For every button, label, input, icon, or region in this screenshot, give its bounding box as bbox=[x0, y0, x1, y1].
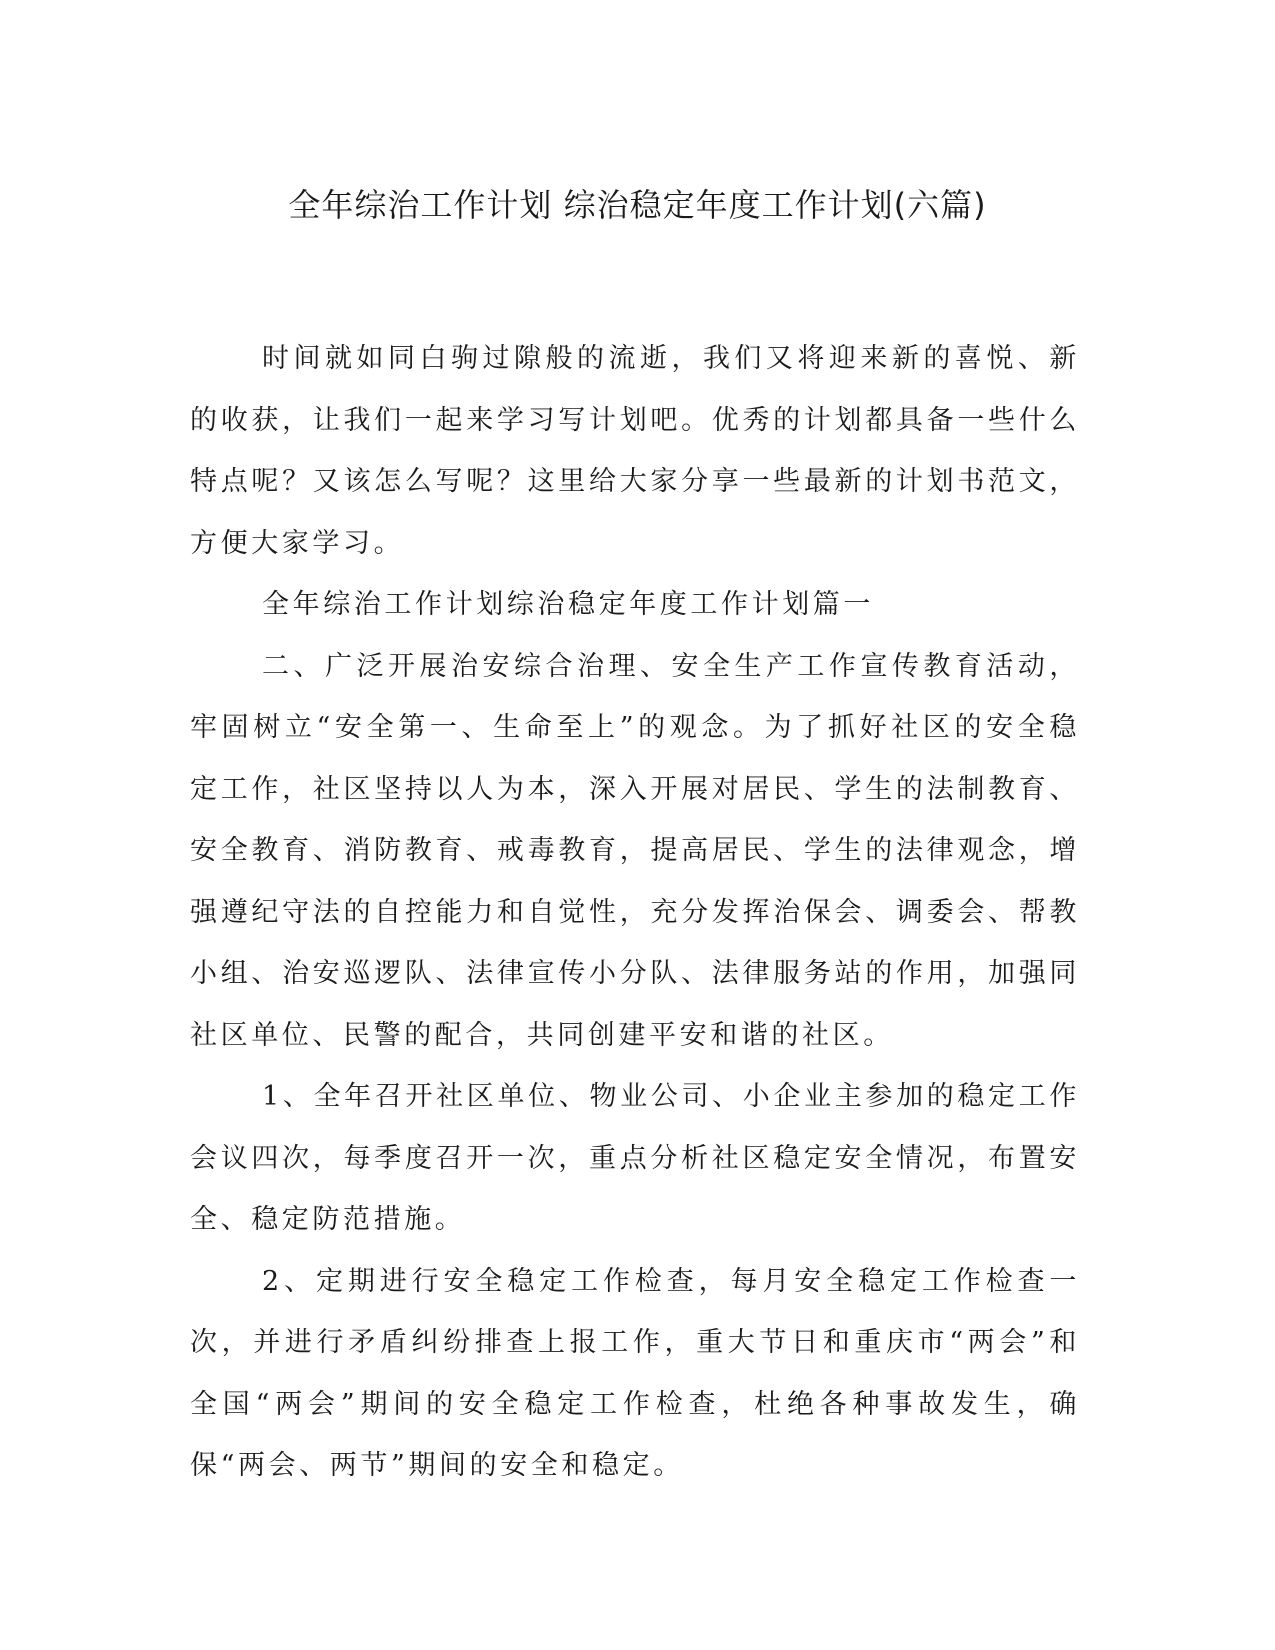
document-body bbox=[190, 328, 1080, 1497]
body-paragraph: 2、定期进行安全稳定工作检查，每月安全稳定工作检查一次，并进行矛盾纠纷排查上报工作，重大节日和重庆市“两会”和全国“两会”期间的安全稳定工作检查，杜绝各种事故发生，确保“两会、两节”期间的安全和稳定。 bbox=[190, 1265, 1080, 1481]
intro-paragraph: 时间就如同白驹过隙般的流逝，我们又将迎来新的喜悦、新的收获，让我们一起来学习写计划吧。优秀的计划都具备一些什么特点呢？又该怎么写呢？这里给大家分享一些最新的计划书范文，方便大家学习。 bbox=[190, 343, 1080, 559]
body-paragraph: 1、全年召开社区单位、物业公司、小企业主参加的稳定工作会议四次，每季度召开一次，重点分析社区稳定安全情况，布置安全、稳定防范措施。 bbox=[190, 1081, 1080, 1235]
section-heading: 全年综治工作计划综治稳定年度工作计划篇一 bbox=[262, 589, 874, 620]
document-title: 全年综治工作计划 综治稳定年度工作计划(六篇) bbox=[288, 186, 987, 224]
body-paragraph: 二、广泛开展治安综合治理、安全生产工作宣传教育活动，牢固树立“安全第一、生命至上”的观念。为了抓好社区的安全稳定工作，社区坚持以人为本，深入开展对居民、学生的法制教育、安全教育、消防教育、戒毒教育，提高居民、学生的法律观念，增强遵纪守法的自控能力和自觉性，充分发挥治保会、调委会、帮教小组、治安巡逻队、法律宣传小分队、法律服务站的作用，加强同社区单位、民警的配合，共同创建平安和谐的社区。 bbox=[190, 650, 1080, 1051]
